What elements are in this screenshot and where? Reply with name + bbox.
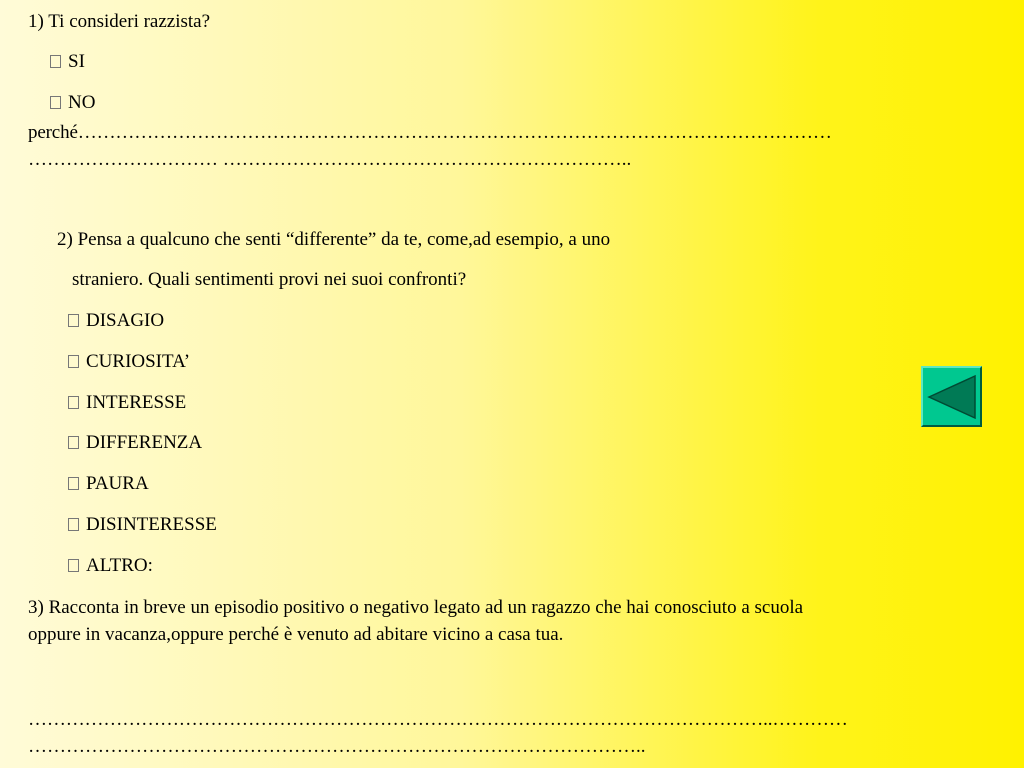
q2-option-label: ALTRO:	[86, 555, 153, 576]
q1-because-label: perché	[28, 122, 78, 143]
checkbox-icon[interactable]	[68, 477, 79, 490]
q2-option-disinteresse[interactable]	[68, 513, 217, 537]
q2-option-interesse[interactable]	[68, 391, 186, 415]
q1-answer-dots-2: ………………………… ………………………………………………………..	[28, 149, 632, 170]
q3-question-line-1: 3) Racconta in breve un episodio positivo o negativo legato ad un ragazzo che hai conosciuto a scuola	[28, 597, 804, 618]
q1-because-line	[28, 121, 832, 145]
q2-option-label: DISAGIO	[86, 310, 165, 331]
checkbox-icon[interactable]	[50, 96, 61, 109]
q1-answer-dots-1: …………………………………………………………………………………………………………	[77, 122, 832, 143]
q1-option-si-label: SI	[68, 51, 85, 72]
q2-question-line-2: straniero. Quali sentimenti provi nei suoi confronti?	[72, 269, 467, 290]
q1-question: 1) Ti consideri razzista?	[28, 11, 211, 32]
q3-answer-dots-1: ………………………………………………………………………………………………………..…………	[28, 709, 848, 730]
q2-option-label: DIFFERENZA	[86, 432, 203, 453]
q2-option-altro[interactable]	[68, 554, 153, 578]
q2-option-paura[interactable]	[68, 472, 149, 496]
checkbox-icon[interactable]	[68, 559, 79, 572]
checkbox-icon[interactable]	[68, 396, 79, 409]
checkbox-icon[interactable]	[68, 518, 79, 531]
triangle-left-icon	[927, 374, 977, 420]
q2-option-differenza[interactable]	[68, 431, 202, 455]
q2-option-label: DISINTERESSE	[86, 514, 217, 535]
q2-option-disagio[interactable]	[68, 309, 164, 333]
q2-option-curiosita[interactable]	[68, 350, 190, 374]
q2-question-line-1: 2) Pensa a qualcuno che senti “differente” da te, come,ad esempio, a uno	[57, 229, 611, 250]
q2-option-label: PAURA	[86, 473, 149, 494]
checkbox-icon[interactable]	[50, 55, 61, 68]
checkbox-icon[interactable]	[68, 436, 79, 449]
q2-option-label: INTERESSE	[86, 392, 187, 413]
q1-option-si[interactable]	[50, 50, 85, 74]
checkbox-icon[interactable]	[68, 314, 79, 327]
q3-question-line-2: oppure in vacanza,oppure perché è venuto ad abitare vicino a casa tua.	[28, 624, 564, 645]
q1-option-no[interactable]	[50, 91, 95, 115]
q1-option-no-label: NO	[68, 92, 96, 113]
checkbox-icon[interactable]	[68, 355, 79, 368]
q2-option-label: CURIOSITA’	[86, 351, 191, 372]
q3-answer-dots-2: ……………………………………………………………………………………..	[28, 736, 646, 757]
back-button[interactable]	[921, 366, 982, 427]
